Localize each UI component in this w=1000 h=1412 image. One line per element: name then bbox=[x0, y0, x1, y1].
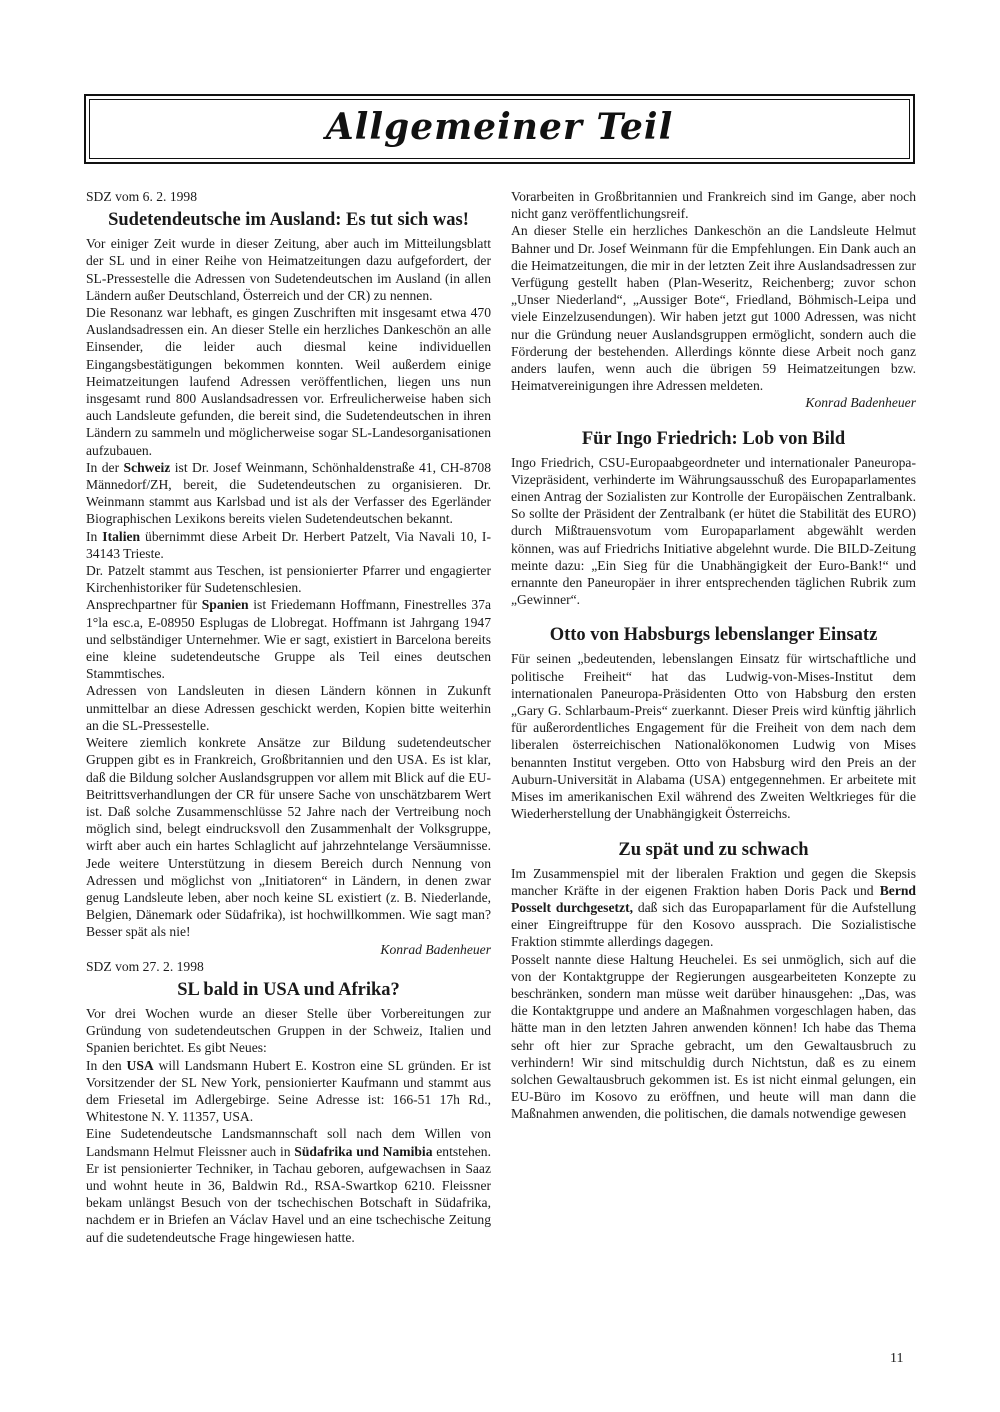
article4-headline: Otto von Habsburgs lebenslanger Einsatz bbox=[549, 625, 878, 646]
country-suedafrika-namibia: Südafrika und Namibia bbox=[294, 1143, 433, 1159]
article1-paragraph: Ansprechpartner für Spanien ist Friedemann Hoffmann, Finestrelles 37a 1°la esc.a, E-08950 Esplugas de Llobregat. Hoffmann ist Jahrgang 1947 und selbständiger Unternehmer. Wie er sagt, existiert in Barcelona bereits eine kleine sudetendeutsche Gruppe als Teil eines deutschen Stammtisches. bbox=[86, 597, 491, 682]
article2-headline: SL bald in USA und Afrika? bbox=[177, 979, 400, 1000]
article1-paragraph: Weitere ziemlich konkrete Ansätze zur Bildung sudetendeutscher Gruppen gibt es in Frankreich, Großbritannien und den USA. Es ist klar, daß die Bildung solcher Auslandsgruppen vor allem mit Blick auf die EU-Beitrittsverhandlungen der CR für unsere Sache von unschätzbarem Wert ist. Daß solche Zusammenschlüsse 52 Jahre nach der Vertreibung noch möglich sind, belegt eindrucksvoll den Zusammenhalt der Volksgruppe, wirft aber auch ein hartes Schlaglicht auf jahrzehntelange Versäumnisse. Jede weitere Unterstützung in diesem Bereich durch Nennung von Adressen und möglichst von „Initiatoren“ in Ländern, in denen zwar genug Landsleute leben, aber noch keine SL existiert (z. B. Niederlande, Belgien, Dänemark oder Südafrika), ist hochwillkommen. Wie sagt man? Besser spät als nie! bbox=[86, 735, 491, 940]
article1-author: Konrad Badenheuer bbox=[380, 941, 491, 957]
article2-author: Konrad Badenheuer bbox=[805, 395, 916, 411]
article1-paragraph: Vor einiger Zeit wurde in dieser Zeitung, aber auch im Mitteilungsblatt der SL und in einer Reihe von Heimatzeitungen dazu aufgefordert, der SL-Pressestelle die Adressen von Sudetendeutschen im Ausland (in allen Ländern außer Deutschland, Österreich und der CR) zu nennen. bbox=[86, 236, 491, 303]
article1-source: SDZ vom 6. 2. 1998 bbox=[86, 189, 198, 204]
article2-source: SDZ vom 27. 2. 1998 bbox=[86, 958, 204, 974]
article1-paragraph: Die Resonanz war lebhaft, es gingen Zuschriften mit insgesamt etwa 470 Auslandsadressen ein. An dieser Stelle ein herzliches Dankeschön an alle Einsender, die leider auch diesmal keine individuellen Eingangsbestätigungen bekommen konnten. Weil außerdem einige Heimatzeitungen laufend Adressen veröffentlichen, liegen uns nun insgesamt rund 800 Auslandsadressen vor. Erfreulicherweise haben sich auch Landsleute gefunden, die bereit sind, die Sudetendeutschen in ihren Ländern zu sammeln und möglicherweise sogar SL-Landesorganisationen aufzubauen. bbox=[86, 305, 491, 458]
article2-paragraph: Vorarbeiten in Großbritannien und Frankreich sind im Gange, aber noch nicht ganz veröffentlichungsreif. bbox=[511, 189, 916, 222]
article2-paragraph: Eine Sudetendeutsche Landsmannschaft soll nach dem Willen von Landsmann Helmut Fleissner auch in Südafrika und Namibia entstehen. Er ist pensionierter Techniker, in Tachau geboren, aufgewachsen in Saaz und wohnt heute in 36, Baldwin Rd., RSA-Swartkop 6210. Fleissner bekam unlängst Besuch von der tschechischen Botschaft in Südafrika, nachdem er in Briefen an Václav Havel und an eine tschechische Zeitung auf die sudetendeutsche Frage hingewiesen hatte. bbox=[86, 1126, 492, 1245]
article4-paragraph: Für seinen „bedeutenden, lebenslangen Einsatz für wirtschaftliche und politische Freiheit“ hat das Ludwig-von-Mises-Institut dem internationalen Paneuropa-Präsidenten Otto von Habsburg den ersten „Gary G. Schlarbaum-Preis“ zuerkannt. Dieser Preis wird künftig jährlich für außerordentliches Engagement für die Freiheit von dem nach dem liberalen österreichischen Nationalökonomen Ludwig von Mises benannten Institut vergeben. Otto von Habsburg wird den Preis an der Auburn-Universität in Alabama (USA) entgegennehmen. Er arbeitete mit Mises im amerikanischen Exil während des Zweiten Weltkrieges für die Wiederherstellung der Unabhängigkeit Österreichs. bbox=[511, 651, 916, 822]
article3-paragraph: Ingo Friedrich, CSU-Europaabgeordneter und internationaler Paneuropa-Vizepräsident, verhinderte im Währungsausschuß des Europaparlamentes einen Antrag der Sozialisten zur Kontrolle der Europäischen Zentralbank. So sollte der Präsident der Zentralbank (er hütet die Stabilität des EURO) durch Mißtrauensvotum vom Europaparlament abgewählt werden können, was auf Friedrichs Initiative abgelehnt wurde. Die BILD-Zeitung meinte dazu: „Ein Sieg für die Unabhängigkeit der Euro-Bank!“ und ernannte den Paneuropäer in ihrer entsprechenden täglichen Rubrik zum „Gewinner“. bbox=[511, 454, 916, 608]
article2-paragraph: Vor drei Wochen wurde an dieser Stelle über Vorbereitungen zur Gründung von sudetendeutschen Gruppen in der Schweiz, Italien und Spanien berichtet. Es gibt Neues: bbox=[86, 1005, 491, 1056]
page-number: 11 bbox=[890, 1351, 904, 1366]
left-column bbox=[86, 188, 491, 1246]
article1-headline: Sudetendeutsche im Ausland: Es tut sich was! bbox=[108, 210, 469, 231]
country-schweiz: Schweiz bbox=[123, 459, 171, 475]
article1-paragraph: In Italien übernimmt diese Arbeit Dr. Herbert Patzelt, Via Navali 10, I-34143 Trieste. bbox=[86, 528, 491, 561]
article1-paragraph: Dr. Patzelt stammt aus Teschen, ist pensionierter Pfarrer und engagierter Kirchenhistoriker für Sudetenschlesien. bbox=[86, 563, 491, 596]
article5-headline: Zu spät und zu schwach bbox=[618, 839, 809, 860]
article2-paragraph: An dieser Stelle ein herzliches Dankeschön an die Landsleute Helmut Bahner und Dr. Josef Weinmann für die Empfehlungen. Ein Dank auch an die Heimatzeitungen, die mir in der letzten Zeit ihre Auslandsadressen zur Verfügung gestellt haben (Plan-Weseritz, Reichenberg; zuvor schon „Unser Niederland“, „Aussiger Bote“, Friedland, Böhmisch-Leipa und viele Einzelzusendungen). Wir haben jetzt gut 1000 Adressen, was nicht nur die Gründung neuer Auslandsgruppen ermöglicht, sondern auch die Förderung der bestehenden. Allerdings könnte diese Arbeit noch ganz anders laufen, wenn auch die übrigen 59 Heimatzeitungen bzw. Heimatvereinigungen ihre Adressen meldeten. bbox=[511, 223, 916, 394]
highlight-posselt: Bernd Posselt durchgesetzt, bbox=[511, 882, 916, 915]
section-banner bbox=[84, 94, 915, 164]
right-column bbox=[511, 188, 916, 1123]
article3-headline: Für Ingo Friedrich: Lob von Bild bbox=[581, 428, 846, 449]
article1-paragraph: Adressen von Landsleuten in diesen Ländern können in Zukunft unmittelbar an diese Adressen geschickt werden, Kopien bitte weiterhin an die SL-Pressestelle. bbox=[86, 683, 491, 733]
article2-paragraph: In den USA will Landsmann Hubert E. Kostron eine SL gründen. Er ist Vorsitzender der SL New York, pensionierter Kaufmann und stammt aus dem Friesetal im Adlergebirge. Seine Adresse ist: 166-51 17h Rd., Whitestone N. Y. 11357, USA. bbox=[86, 1057, 491, 1125]
article5-paragraph: Im Zusammenspiel mit der liberalen Fraktion und gegen die Skepsis mancher Kräfte in der eigenen Fraktion haben Doris Pack und Bernd Posselt durchgesetzt, daß sich das Europaparlament für die Aufstellung einer Eingreiftruppe für den Kosovo aussprach. Die Sozialistische Fraktion stimmte allerdings dagegen. bbox=[511, 865, 916, 950]
article1-paragraph: In der Schweiz ist Dr. Josef Weinmann, Schönhaldenstraße 41, CH-8708 Männedorf/ZH, bereit, die Sudetendeutschen zu organisieren. Dr. Weinmann stammt aus Karlsbad und ist als der Verfasser des Egerländer Biographischen Lexikons bereits vielen Sudetendeutschen bekannt. bbox=[86, 459, 491, 527]
country-italien: Italien bbox=[102, 528, 141, 544]
country-spanien: Spanien bbox=[201, 597, 249, 613]
section-title: Allgemeiner Teil bbox=[325, 106, 674, 148]
country-usa: USA bbox=[126, 1057, 154, 1073]
article5-paragraph: Posselt nannte diese Haltung Heuchelei. Es sei unmöglich, sich auf die von der Kontaktgruppe der Regierungen ausgearbeiteten Konzepte zu beschränken, sondern man müsse weit darüber hinausgehen: „Das, was die Kontaktgruppe und andere an Maßnahmen vorgeschlagen haben, das hätte man in den letzten Jahren anwenden können! Ich habe das Thema sehr oft hier zur Sprache gebracht, um den Gewaltausbruch zu verhindern! Wir sind mitschuldig durch Nichtstun, daß es zu einem solchen Gewaltausbruch gekommen ist. Es ist nicht einmal gelungen, ein EU-Büro im Kosovo zu eröffnen, und heute will man dann die Maßnahmen anwenden, die politischen, die damals notwendige gewesen bbox=[511, 951, 916, 1122]
